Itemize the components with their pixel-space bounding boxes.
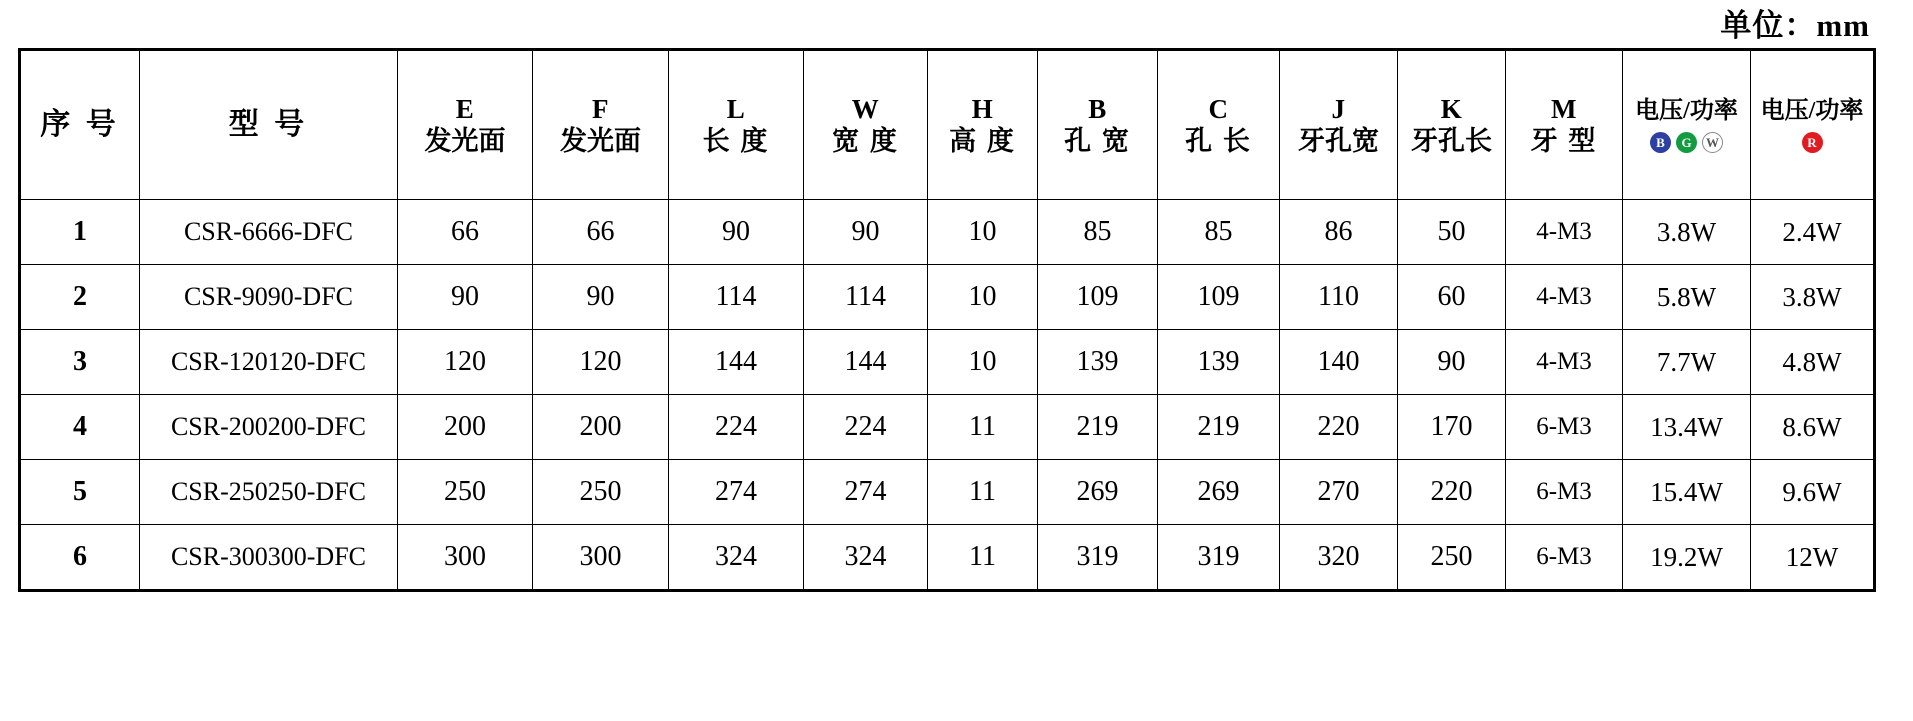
unit-note: 单位：mm	[1720, 8, 1870, 43]
header-label-e: 发光面	[424, 126, 506, 156]
column-header-index	[20, 50, 140, 200]
header-letter-l: L	[726, 93, 746, 124]
column-header-model	[140, 50, 398, 200]
header-label-c: 孔 长	[1185, 126, 1252, 156]
header-label-h: 高 度	[949, 126, 1016, 156]
column-header-e	[398, 50, 533, 200]
cell-f: 66	[533, 200, 669, 265]
cell-index: 3	[20, 330, 140, 395]
power-badges-r	[1802, 132, 1823, 153]
cell-w: 274	[804, 460, 928, 525]
cell-k: 50	[1398, 200, 1506, 265]
cell-e: 300	[398, 525, 533, 591]
cell-j: 220	[1280, 395, 1398, 460]
cell-power-r: 12W	[1751, 525, 1875, 591]
cell-k: 220	[1398, 460, 1506, 525]
cell-h: 10	[928, 265, 1038, 330]
cell-thread: 6-M3	[1506, 525, 1623, 591]
cell-power-bgw: 5.8W	[1623, 265, 1751, 330]
cell-index: 1	[20, 200, 140, 265]
cell-k: 170	[1398, 395, 1506, 460]
table-header	[20, 50, 1875, 200]
header-label-index: 序 号	[40, 108, 120, 142]
table-row	[20, 525, 1875, 591]
cell-e: 90	[398, 265, 533, 330]
table-row	[20, 460, 1875, 525]
cell-thread: 4-M3	[1506, 265, 1623, 330]
cell-f: 120	[533, 330, 669, 395]
cell-e: 120	[398, 330, 533, 395]
table-row	[20, 200, 1875, 265]
cell-thread: 6-M3	[1506, 460, 1623, 525]
column-header-w	[804, 50, 928, 200]
header-label-w: 宽 度	[832, 126, 899, 156]
cell-k: 250	[1398, 525, 1506, 591]
cell-b: 219	[1038, 395, 1158, 460]
column-header-k	[1398, 50, 1506, 200]
power-badges-bgw	[1650, 132, 1723, 153]
cell-w: 324	[804, 525, 928, 591]
cell-w: 144	[804, 330, 928, 395]
cell-c: 319	[1158, 525, 1280, 591]
header-letter-k: K	[1440, 93, 1463, 124]
header-label-f: 发光面	[560, 126, 641, 156]
cell-h: 11	[928, 525, 1038, 591]
header-label-b: 孔 宽	[1064, 126, 1131, 156]
header-label-l: 长 度	[702, 126, 770, 156]
cell-f: 300	[533, 525, 669, 591]
header-letter-w: W	[851, 93, 880, 124]
cell-f: 200	[533, 395, 669, 460]
badge-blue-icon: B	[1650, 132, 1671, 153]
cell-model: CSR-200200-DFC	[140, 395, 398, 460]
cell-b: 109	[1038, 265, 1158, 330]
cell-k: 60	[1398, 265, 1506, 330]
column-header-power-bgw	[1623, 50, 1751, 200]
cell-h: 10	[928, 330, 1038, 395]
cell-model: CSR-300300-DFC	[140, 525, 398, 591]
cell-j: 140	[1280, 330, 1398, 395]
header-letter-m: M	[1551, 93, 1577, 124]
column-header-power-r	[1751, 50, 1875, 200]
cell-power-bgw: 3.8W	[1623, 200, 1751, 265]
cell-c: 109	[1158, 265, 1280, 330]
cell-power-bgw: 13.4W	[1623, 395, 1751, 460]
cell-c: 269	[1158, 460, 1280, 525]
header-label-j: 牙孔宽	[1298, 126, 1379, 156]
column-header-b	[1038, 50, 1158, 200]
table-row	[20, 265, 1875, 330]
cell-index: 2	[20, 265, 140, 330]
cell-c: 139	[1158, 330, 1280, 395]
cell-model: CSR-9090-DFC	[140, 265, 398, 330]
cell-index: 5	[20, 460, 140, 525]
cell-thread: 4-M3	[1506, 200, 1623, 265]
cell-l: 90	[669, 200, 804, 265]
cell-f: 90	[533, 265, 669, 330]
header-label-power-bgw: 电压/功率	[1635, 98, 1738, 125]
cell-w: 224	[804, 395, 928, 460]
cell-e: 250	[398, 460, 533, 525]
cell-h: 11	[928, 395, 1038, 460]
cell-b: 139	[1038, 330, 1158, 395]
cell-power-r: 8.6W	[1751, 395, 1875, 460]
cell-e: 200	[398, 395, 533, 460]
cell-power-bgw: 15.4W	[1623, 460, 1751, 525]
cell-j: 110	[1280, 265, 1398, 330]
column-header-h	[928, 50, 1038, 200]
cell-l: 224	[669, 395, 804, 460]
spec-table-container	[18, 48, 1873, 592]
column-header-c	[1158, 50, 1280, 200]
column-header-j	[1280, 50, 1398, 200]
cell-w: 90	[804, 200, 928, 265]
cell-k: 90	[1398, 330, 1506, 395]
column-header-l	[669, 50, 804, 200]
cell-w: 114	[804, 265, 928, 330]
cell-j: 320	[1280, 525, 1398, 591]
header-label-m: 牙 型	[1530, 126, 1598, 156]
cell-h: 10	[928, 200, 1038, 265]
header-label-model: 型 号	[228, 108, 309, 142]
table-row	[20, 395, 1875, 460]
header-letter-j: J	[1331, 93, 1346, 124]
cell-model: CSR-250250-DFC	[140, 460, 398, 525]
cell-thread: 4-M3	[1506, 330, 1623, 395]
cell-c: 219	[1158, 395, 1280, 460]
table-body	[20, 200, 1875, 591]
cell-l: 324	[669, 525, 804, 591]
badge-green-icon: G	[1676, 132, 1697, 153]
cell-power-r: 3.8W	[1751, 265, 1875, 330]
badge-red-icon: R	[1802, 132, 1823, 153]
cell-power-r: 9.6W	[1751, 460, 1875, 525]
cell-power-bgw: 19.2W	[1623, 525, 1751, 591]
cell-l: 144	[669, 330, 804, 395]
header-letter-e: E	[455, 93, 475, 124]
specification-table	[18, 48, 1876, 592]
cell-b: 85	[1038, 200, 1158, 265]
column-header-f	[533, 50, 669, 200]
table-row	[20, 330, 1875, 395]
cell-index: 4	[20, 395, 140, 460]
header-label-k: 牙孔长	[1411, 126, 1492, 156]
cell-e: 66	[398, 200, 533, 265]
cell-b: 269	[1038, 460, 1158, 525]
cell-model: CSR-120120-DFC	[140, 330, 398, 395]
cell-power-bgw: 7.7W	[1623, 330, 1751, 395]
header-label-power-r: 电压/功率	[1760, 98, 1864, 125]
column-header-m	[1506, 50, 1623, 200]
cell-model: CSR-6666-DFC	[140, 200, 398, 265]
badge-white-icon: W	[1702, 132, 1723, 153]
cell-index: 6	[20, 525, 140, 591]
cell-c: 85	[1158, 200, 1280, 265]
cell-l: 114	[669, 265, 804, 330]
cell-j: 86	[1280, 200, 1398, 265]
cell-power-r: 2.4W	[1751, 200, 1875, 265]
header-letter-b: B	[1088, 93, 1107, 124]
cell-thread: 6-M3	[1506, 395, 1623, 460]
header-letter-h: H	[971, 93, 994, 124]
cell-power-r: 4.8W	[1751, 330, 1875, 395]
header-letter-f: F	[592, 93, 609, 124]
cell-f: 250	[533, 460, 669, 525]
header-row	[20, 50, 1875, 200]
header-letter-c: C	[1208, 93, 1229, 124]
cell-h: 11	[928, 460, 1038, 525]
cell-b: 319	[1038, 525, 1158, 591]
cell-j: 270	[1280, 460, 1398, 525]
cell-l: 274	[669, 460, 804, 525]
